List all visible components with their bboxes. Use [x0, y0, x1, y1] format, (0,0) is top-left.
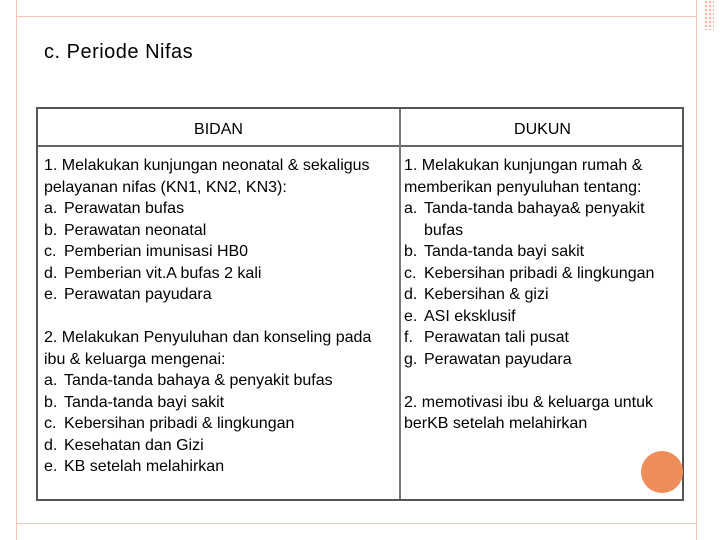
list-item: e. Perawatan payudara — [44, 286, 212, 303]
list-item: a. Tanda-tanda bahaya& penyakit bufas — [404, 200, 645, 239]
bidan-cell — [44, 155, 394, 478]
slide-border-bottom — [16, 523, 697, 524]
bidan-section1-list — [44, 198, 394, 306]
page-title: c. Periode Nifas — [44, 41, 194, 63]
corner-dot-pattern — [704, 0, 714, 30]
slide-border-left — [16, 0, 17, 540]
dukun-cell — [404, 155, 684, 435]
bidan-section2-list — [44, 370, 394, 478]
list-item: c. Kebersihan pribadi & lingkungan — [404, 264, 655, 282]
bidan-section2-lead: 2. Melakukan Penyuluhan dan konseling pada ibu & keluarga mengenai: — [44, 329, 372, 368]
comparison-table — [36, 107, 684, 501]
list-item: f. Perawatan tali pusat — [404, 329, 569, 346]
dukun-column-header: DUKUN — [514, 121, 571, 138]
bidan-section1-lead: 1. Melakukan kunjungan neonatal & sekaligus pelayanan nifas (KN1, KN2, KN3): — [44, 157, 370, 196]
column-divider — [399, 109, 401, 499]
dukun-section1-lead: 1. Melakukan kunjungan rumah & memberikan penyuluhan tentang: — [404, 157, 643, 196]
list-item: d. Kebersihan & gizi — [404, 286, 549, 303]
list-item: e. KB setelah melahirkan — [44, 458, 225, 475]
bidan-column-header: BIDAN — [194, 121, 243, 138]
dukun-section2-lead: 2. memotivasi ibu & keluarga untuk berKB setelah melahirkan — [404, 393, 654, 432]
list-item: a. Tanda-tanda bahaya & penyakit bufas — [44, 372, 333, 389]
list-item: d. Pemberian vit.A bufas 2 kali — [44, 264, 262, 282]
list-item: b. Tanda-tanda bayi sakit — [404, 243, 585, 260]
slide-border-top — [16, 16, 697, 17]
list-item: b. Tanda-tanda bayi sakit — [44, 393, 225, 411]
list-item: a. Perawatan bufas — [44, 200, 185, 217]
list-item: c. Pemberian imunisasi HB0 — [44, 243, 249, 260]
list-item: g. Perawatan payudara — [404, 350, 572, 368]
slide-border-right — [696, 0, 697, 540]
list-item: e. ASI eksklusif — [404, 307, 516, 325]
list-item: d. Kesehatan dan Gizi — [44, 436, 204, 454]
list-item: b. Perawatan neonatal — [44, 221, 207, 239]
list-item: c. Kebersihan pribadi & lingkungan — [44, 415, 295, 432]
dukun-section1-list — [404, 198, 684, 370]
decorative-circle — [641, 451, 683, 493]
